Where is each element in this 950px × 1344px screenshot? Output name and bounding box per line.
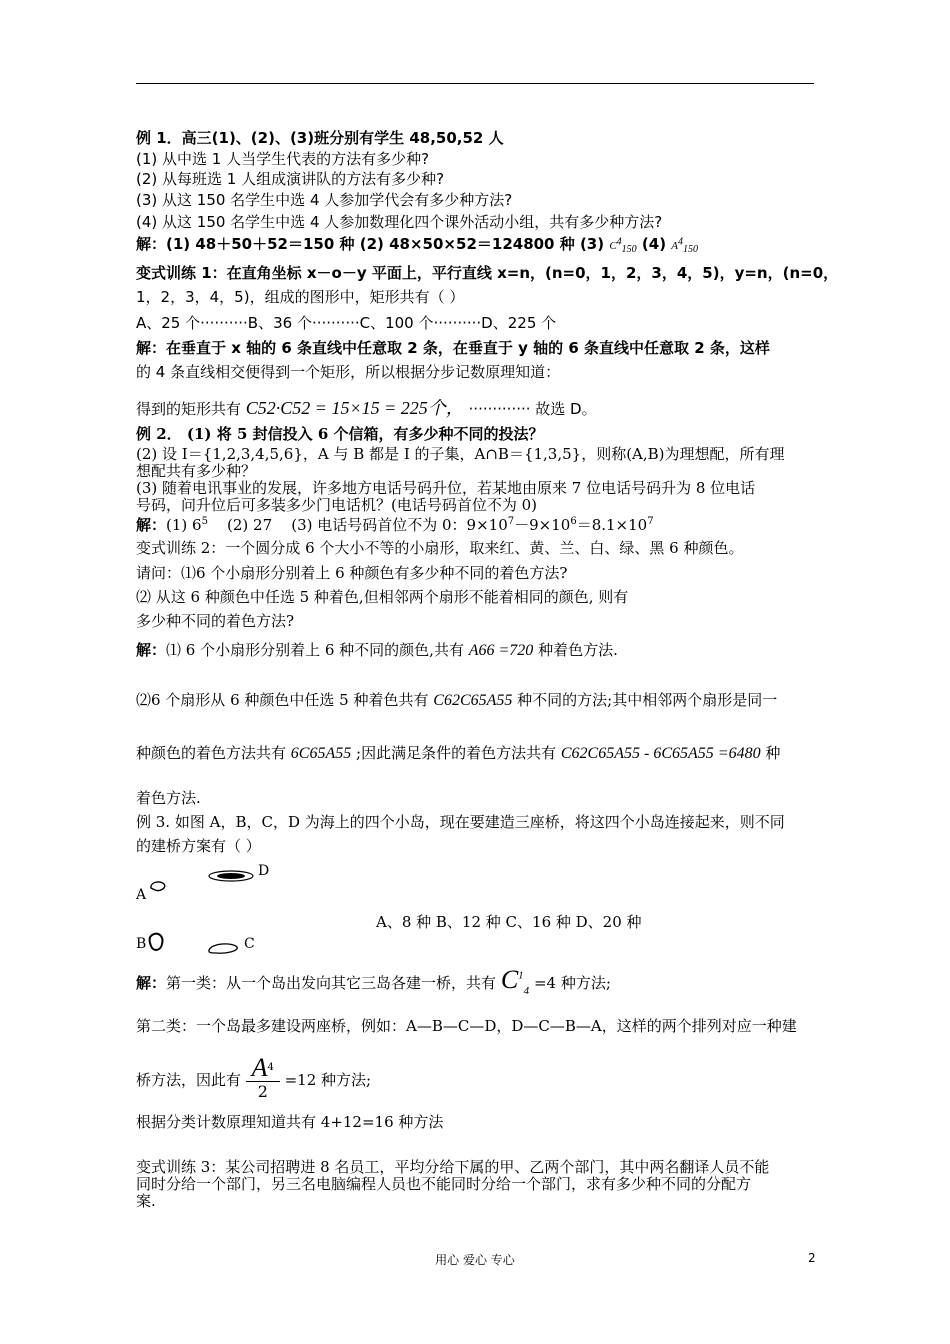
v2-ans1: 解：⑴ 6 个小扇形分别着上 6 种不同的颜色,共有 A66 =720 种着色方法. (136, 641, 618, 659)
island-d-shape (206, 868, 256, 884)
v1-ans3 (136, 398, 816, 419)
ex3-line1: 例 3. 如图 A，B，C，D 为海上的四个小岛，现在要建造三座桥，将这四个小岛连接起来，则不同 (136, 813, 785, 831)
v3-line2: 同时分给一个部门，另三名电脑编程人员也不能同时分给一个部门，求有多少种不同的分配方 (136, 1175, 752, 1193)
ex3-ans3: 桥方法，因此有 $\frac{A^4}{2}$ =12 种方法; (136, 1053, 372, 1101)
ex1-answer-text: 解：(1) 48＋50＋52＝150 种 (2) 48×50×52＝124800 种 (3) (136, 235, 605, 253)
v1-line1: 变式训练 1：在直角坐标 x－o－y 平面上，平行直线 x=n，(n=0，1，2，3，4，5)，y=n，(n=0， (136, 264, 839, 282)
v3-line3: 案. (136, 1192, 156, 1210)
v2-line2: 请问：⑴6 个小扇形分别着上 6 种颜色有多少种不同的着色方法? (136, 564, 568, 582)
ex2-q1: 例 2． (1) 将 5 封信投入 6 个信箱，有多少种不同的投法？ (136, 425, 544, 443)
island-label-b: B (136, 936, 147, 952)
ex1-q1: (1) 从中选 1 人当学生代表的方法有多少种? (136, 150, 430, 168)
island-label-a: A (136, 887, 147, 903)
ex1-q2: (2) 从每班选 1 人组成演讲队的方法有多少种? (136, 170, 445, 188)
v1-line2: 1，2，3，4，5)，组成的图形中，矩形共有（ ） (136, 288, 465, 306)
ex2-q2a: (2) 设 I＝{1,2,3,4,5,6}，A 与 B 都是 I 的子集，A∩B＝{1,3,5}，则称(A,B)为理想配，所有理 (136, 445, 785, 463)
v1-ans2: 的 4 条直线相交便得到一个矩形，所以根据分步记数原理知道： (136, 363, 561, 381)
ex3-ans1-math: $C^1_4$ (500, 965, 530, 998)
v2-line4: 多少种不同的着色方法? (136, 612, 295, 630)
ex1-answer (136, 234, 816, 256)
v2-line3: ⑵ 从这 6 种颜色中任选 5 种着色,但相邻两个扇形不能着相同的颜色, 则有 (136, 588, 629, 606)
page-number: 2 (808, 1251, 816, 1265)
ex1-answer-4: (4) (641, 235, 667, 253)
island-c-shape (206, 940, 240, 956)
ex1-q4: (4) 从这 150 名学生中选 4 人参加数理化四个课外活动小组，共有多少种方法? (136, 213, 663, 231)
v2-ans4: 着色方法. (136, 789, 201, 807)
ex3-ans3-fraction: $\frac{A^4}{2}$ (246, 1058, 280, 1102)
v2-ans3-math1: 6C65A55 (290, 745, 352, 762)
v2-ans3-math2: C62C65A55 - 6C65A55 =6480 (560, 745, 761, 762)
ex1-title: 例 1．高三(1)、(2)、(3)班分别有学生 48,50,52 人 (136, 129, 504, 147)
ex2-q3a: (3) 随着电讯事业的发展，许多地方电话号码升位，若某地由原来 7 位电话号码升为 8 位电话 (136, 479, 756, 497)
ex2-q3b: 号码，问升位后可多装多少门电话机？(电话号码首位不为 0) (136, 496, 538, 514)
island-label-d: D (258, 863, 270, 879)
v3-line1: 变式训练 3：某公司招聘进 8 名员工，平均分给下属的甲、乙两个部门，其中两名翻译人员不能 (136, 1158, 770, 1176)
ex3-line2: 的建桥方案有（ ） (136, 837, 261, 855)
v1-options: A、25 个··········B、36 个··········C、100 个··········D、225 个 (136, 314, 557, 332)
v2-ans2: ⑵6 个扇形从 6 种颜色中任选 5 种着色共有 C62C65A55 种不同的方法;其中相邻两个扇形是同一 (136, 691, 778, 709)
v1-ans1: 解：在垂直于 x 轴的 6 条直线中任意取 2 条，在垂直于 y 轴的 6 条直线中任意取 2 条，这样 (136, 339, 770, 357)
ex2-q2b: 想配共有多少种？ (136, 462, 257, 480)
header-rule (136, 83, 814, 84)
ex1-q3: (3) 从这 150 名学生中选 4 人参加学代会有多少种方法? (136, 191, 513, 209)
v2-line1: 变式训练 2：一个圆分成 6 个大小不等的小扇形，取来红、黄、兰、白、绿、黑 6 种颜色。 (136, 539, 744, 557)
ex3-options: A、8 种 B、12 种 C、16 种 D、20 种 (376, 913, 642, 931)
ex3-ans4: 根据分类计数原理知道共有 4+12=16 种方法 (136, 1113, 444, 1131)
island-label-c: C (244, 936, 255, 952)
ex3-ans1: 解：第一类：从一个岛出发向其它三岛各建一桥，共有 $C^1_4 =4$ 种方法; (136, 965, 611, 998)
ex3-ans2: 第二类：一个岛最多建设两座桥，例如：A—B—C—D，D—C—B—A，这样的两个排列对应一种建 (136, 1017, 797, 1035)
ex1-answer-c150: $C^4_{150}$ (609, 236, 637, 256)
ex1-answer-a150: $A^4_{150}$ (671, 236, 699, 256)
v1-ans3-pre: 得到的矩形共有 (136, 400, 242, 418)
island-a-shape (148, 879, 168, 895)
v2-ans1-math: A66 =720 (468, 642, 534, 659)
ex2-answer: 解：(1) $6^5$ (2) 27 (3) 电话号码首位不为 0：$9\times 10^7-9\times 10^6=8.1\times 10^7$ (136, 516, 654, 534)
v1-ans3-post: ············· 故选 D。 (468, 400, 597, 418)
v1-ans3-math: C52·C52 = 15×15 = 225个， (245, 398, 464, 418)
ex2-answer-label: 解： (136, 516, 167, 534)
v2-ans2-math: C62C65A55 (433, 692, 513, 709)
v2-ans3: 种颜色的着色方法共有 6C65A55 ;因此满足条件的着色方法共有 C62C65A55 - 6C65A55 =6480 种 (136, 744, 781, 762)
footer-text: 用心 爱心 专心 (435, 1253, 515, 1267)
island-b-shape (147, 931, 167, 955)
